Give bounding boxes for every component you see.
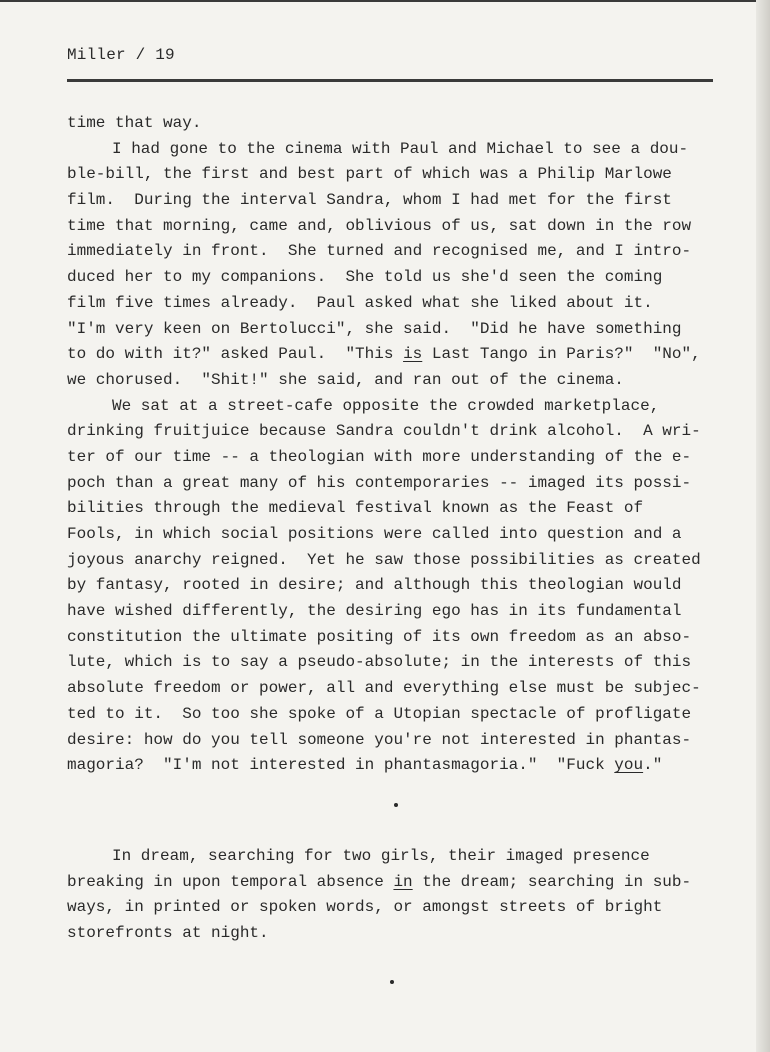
text-line: time that way.: [67, 114, 202, 132]
text-line: joyous anarchy reigned. Yet he saw those possibilities as created: [67, 550, 701, 569]
text-line: duced her to my companions. She told us she'd seen the coming: [67, 268, 663, 287]
text-line: ways, in printed or spoken words, or amongst streets of bright: [67, 898, 663, 917]
text-line: [67, 753, 727, 779]
text-line: by fantasy, rooted in desire; and although this theologian would: [67, 576, 682, 595]
text-line: ble-bill, the first and best part of which was a Philip Marlowe: [67, 165, 672, 184]
underlined-word: you: [614, 756, 644, 775]
text-line: film five times already. Paul asked what she liked about it.: [67, 293, 653, 312]
text-line: [67, 342, 727, 368]
text-line: desire: how do you tell someone you're not interested in phantas-: [67, 730, 692, 749]
section-separator-dot: [390, 980, 394, 984]
body-text-block-1: [67, 111, 727, 779]
text-line: "I'm very keen on Bertolucci", she said. "Did he have something: [67, 319, 682, 338]
text-segment: to do with it?" asked Paul. "This: [67, 345, 404, 364]
text-segment: Last Tango in Paris?" "No",: [422, 345, 701, 364]
body-text-block-2: [67, 844, 727, 947]
text-segment: .": [643, 756, 663, 775]
text-line: lute, which is to say a pseudo-absolute; in the interests of this: [67, 653, 692, 672]
header-rule: [67, 79, 713, 82]
text-line: constitution the ultimate positing of its own freedom as an abso-: [67, 627, 692, 646]
text-line: time that morning, came and, oblivious of us, sat down in the row: [67, 216, 692, 235]
text-segment: the dream; searching in sub-: [412, 872, 692, 891]
text-line: bilities through the medieval festival known as the Feast of: [67, 499, 644, 518]
text-line: ter of our time -- a theologian with more understanding of the e-: [67, 447, 692, 466]
text-segment: magoria? "I'm not interested in phantasmagoria." "Fuck: [67, 756, 615, 775]
text-line: absolute freedom or power, all and everything else must be subjec-: [67, 679, 701, 698]
text-line: have wished differently, the desiring ego has in its fundamental: [67, 602, 682, 621]
text-line: We sat at a street-cafe opposite the crowded marketplace,: [112, 396, 660, 415]
section-separator-dot: [394, 803, 398, 807]
underlined-word: in: [393, 872, 413, 891]
text-line: we chorused. "Shit!" she said, and ran out of the cinema.: [67, 370, 624, 389]
text-line: drinking fruitjuice because Sandra couldn't drink alcohol. A wri-: [67, 422, 701, 441]
text-line: film. During the interval Sandra, whom I had met for the first: [67, 191, 672, 210]
text-line: immediately in front. She turned and recognised me, and I intro-: [67, 242, 692, 261]
text-line: Fools, in which social positions were called into question and a: [67, 525, 682, 543]
text-line: poch than a great many of his contemporaries -- imaged its possi-: [67, 473, 692, 492]
text-line: storefronts at night.: [67, 924, 269, 943]
text-line: I had gone to the cinema with Paul and Michael to see a dou-: [112, 139, 689, 158]
underlined-word: is: [403, 345, 423, 364]
page-binding-shadow: [756, 0, 770, 1052]
text-line: In dream, searching for two girls, their imaged presence: [112, 847, 650, 865]
page-top-edge: [0, 0, 770, 2]
text-line: ted to it. So too she spoke of a Utopian spectacle of profligate: [67, 704, 692, 723]
page-header: Miller / 19: [67, 46, 175, 64]
text-line: [67, 870, 727, 896]
text-segment: breaking in upon temporal absence: [67, 872, 394, 891]
